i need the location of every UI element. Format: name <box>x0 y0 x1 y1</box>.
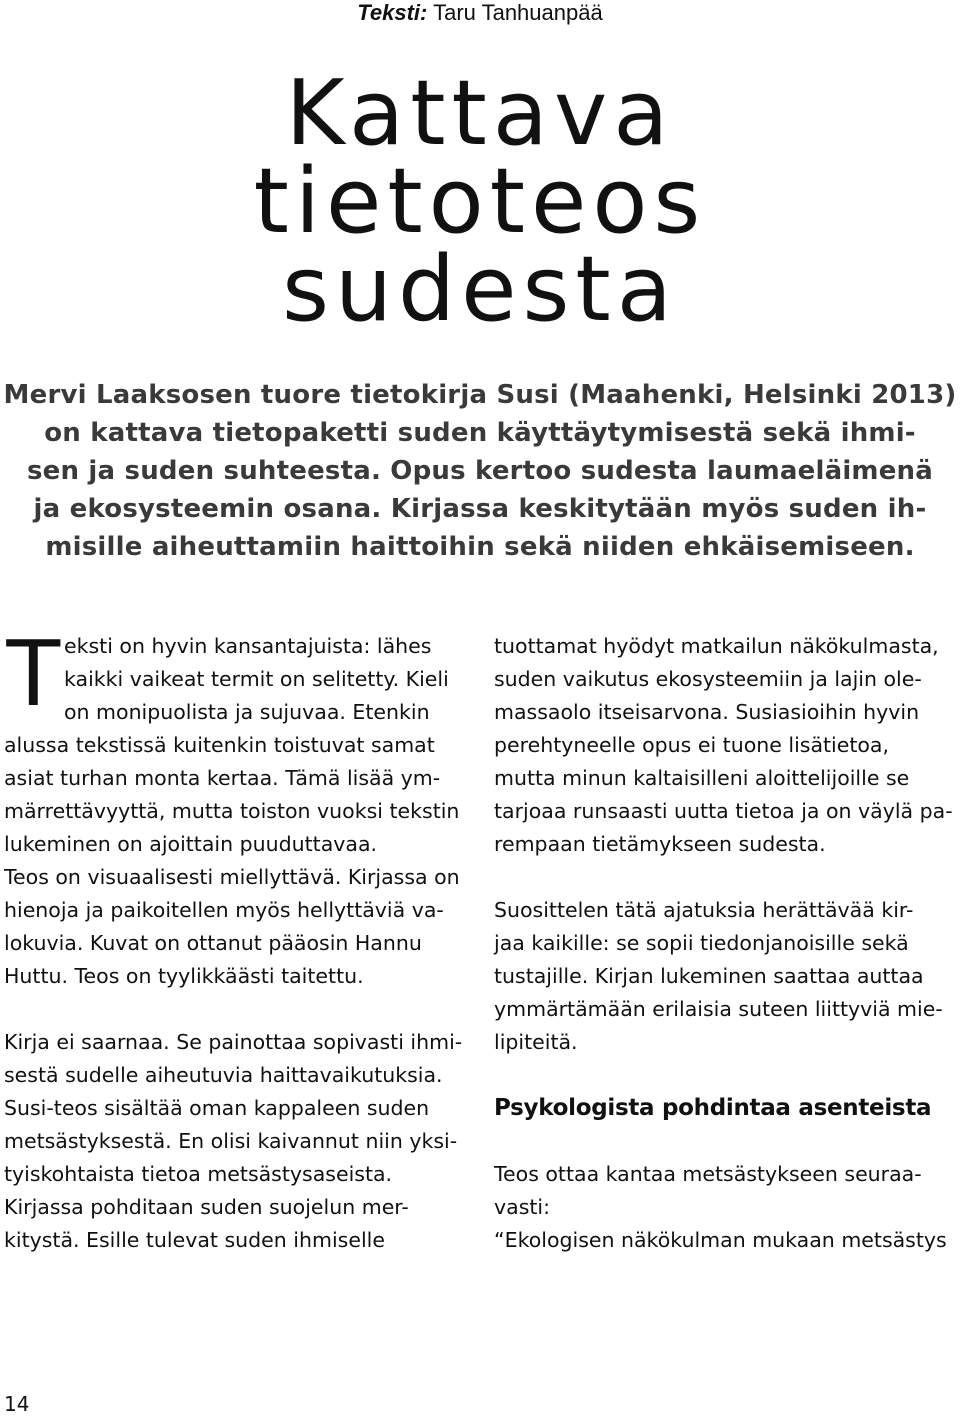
body-line: asiat turhan monta kertaa. Tämä lisää ym- <box>4 766 441 790</box>
body-line: tyiskohtaista tietoa metsästysaseista. <box>4 1162 393 1186</box>
title-line: Kattava <box>285 61 675 166</box>
body-line: märrettävyyttä, mutta toiston vuoksi tekstin <box>4 799 460 823</box>
body-line: lokuvia. Kuvat on ottanut pääosin Hannu <box>4 931 422 955</box>
byline-author: Taru Tanhuanpää <box>433 0 603 25</box>
body-line: kaikki vaikeat termit on selitetty. Kieli <box>64 667 449 691</box>
lead-paragraph <box>0 376 960 566</box>
body-paragraph <box>4 1026 474 1257</box>
paragraph-gap <box>4 993 474 1026</box>
body-line: ymmärtämään erilaisia suteen liittyviä mie- <box>494 997 943 1021</box>
section-subheading: Psykologista pohdintaa asenteista <box>494 1095 932 1121</box>
body-line: eksti on hyvin kansantajuista: lähes <box>64 634 432 658</box>
page-number: 14 <box>4 1392 30 1416</box>
left-column <box>4 619 474 1257</box>
drop-cap: T <box>4 619 63 726</box>
title-line: sudesta <box>282 237 678 342</box>
body-line: kitystä. Esille tulevat suden ihmiselle <box>4 1228 385 1252</box>
body-line: tustajille. Kirjan lukeminen saattaa auttaa <box>494 964 924 988</box>
body-line: sestä sudelle aiheutuvia haittavaikutuksia. <box>4 1063 443 1087</box>
body-line: jaa kaikille: se sopii tiedonjanoisille sekä <box>494 931 909 955</box>
body-line: mutta minun kaltaisilleni aloittelijoille se <box>494 766 910 790</box>
body-line: tuottamat hyödyt matkailun näkökulmasta, <box>494 634 939 658</box>
lead-line: misille aiheuttamiin haittoihin sekä niiden ehkäisemiseen. <box>45 532 915 562</box>
body-line: massaolo itseisarvona. Susiasioihin hyvin <box>494 700 920 724</box>
body-line: Suosittelen tätä ajatuksia herättävää kir- <box>494 898 914 922</box>
lead-line: ja ekosysteemin osana. Kirjassa keskitytään myös suden ih- <box>33 494 927 524</box>
lead-line: sen ja suden suhteesta. Opus kertoo sudesta laumaeläimenä <box>26 456 934 486</box>
body-line: tarjoaa runsaasti uutta tietoa ja on väylä pa- <box>494 799 953 823</box>
body-line: rempaan tietämykseen sudesta. <box>494 832 826 856</box>
body-line: alussa tekstissä kuitenkin toistuvat samat <box>4 733 435 757</box>
body-paragraph <box>494 894 960 1059</box>
article-title <box>0 61 960 342</box>
body-line: perehtyneelle opus ei tuone lisätietoa, <box>494 733 890 757</box>
body-paragraph <box>494 1158 960 1257</box>
body-line: “Ekologisen näkökulman mukaan metsästys <box>494 1228 947 1252</box>
byline <box>0 0 960 26</box>
body-line: Teos ottaa kantaa metsästykseen seuraa- <box>494 1162 922 1186</box>
body-line: Susi-teos sisältää oman kappaleen suden <box>4 1096 430 1120</box>
byline-label: Teksti: <box>357 0 428 25</box>
dropcap-paragraph <box>4 619 474 729</box>
paragraph-gap <box>494 1059 960 1092</box>
body-line: hienoja ja paikoitellen myös hellyttäviä va- <box>4 898 444 922</box>
body-line: on monipuolista ja sujuvaa. Etenkin <box>64 700 430 724</box>
body-line: Huttu. Teos on tyylikkäästi taitettu. <box>4 964 364 988</box>
body-paragraph <box>4 729 474 993</box>
body-line: metsästyksestä. En olisi kaivannut niin yksi- <box>4 1129 458 1153</box>
paragraph-gap <box>494 1125 960 1158</box>
body-line: Teos on visuaalisesti miellyttävä. Kirjassa on <box>4 865 460 889</box>
body-line: lipiteitä. <box>494 1030 578 1054</box>
lead-line: on kattava tietopaketti suden käyttäytymisestä sekä ihmi- <box>44 418 916 448</box>
body-line: lukeminen on ajoittain puuduttavaa. <box>4 832 378 856</box>
body-line: vasti: <box>494 1195 551 1219</box>
body-paragraph <box>494 630 960 861</box>
paragraph-gap <box>494 861 960 894</box>
lead-line: Mervi Laaksosen tuore tietokirja Susi (Maahenki, Helsinki 2013) <box>3 380 957 410</box>
body-line: suden vaikutus ekosysteemiin ja lajin ole- <box>494 667 922 691</box>
title-line: tietoteos <box>253 149 707 254</box>
body-line: Kirjassa pohditaan suden suojelun mer- <box>4 1195 409 1219</box>
right-column <box>494 630 960 1257</box>
body-line: Kirja ei saarnaa. Se painottaa sopivasti ihmi- <box>4 1030 463 1054</box>
